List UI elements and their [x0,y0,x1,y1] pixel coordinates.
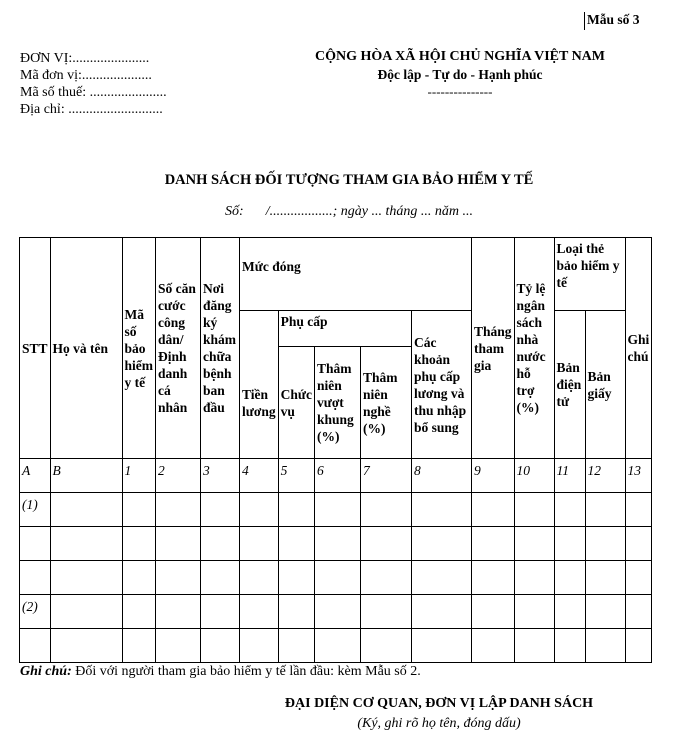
table-row [20,527,652,561]
header-seniority-beyond: Thâm niên vượt khung (%) [314,347,360,459]
address-line: Địa chỉ: ........................... [20,102,163,117]
header-card-electronic: Bản điện tử [554,311,585,459]
column-index: 11 [554,459,585,493]
form-number: Mẫu số 3 [587,12,640,27]
column-index: 10 [514,459,554,493]
header-allowance: Phụ cấp [278,311,411,347]
unit-line: ĐƠN VỊ:...................... [20,51,150,66]
column-index: 5 [278,459,314,493]
signature-instruction: (Ký, ghi rõ họ tên, đóng dấu) [357,716,521,731]
national-motto: Độc lập - Tự do - Hạnh phúc [377,67,543,82]
column-index: 9 [471,459,514,493]
table-row [20,493,652,527]
country-name: CỘNG HÒA XÃ HỘI CHỦ NGHĨA VIỆT NAM [314,49,605,64]
column-index: 13 [625,459,652,493]
table-row [20,561,652,595]
column-index: 7 [360,459,411,493]
header-card-type: Loại thẻ bảo hiểm y tế [554,238,625,311]
unit-info [20,50,167,118]
header-other-allowances: Các khoản phụ cấp lương và thu nhập bổ sung [411,311,471,459]
header-months: Tháng tham gia [471,238,514,459]
footnote [20,664,421,680]
column-index: 4 [240,459,279,493]
column-index: 2 [156,459,201,493]
header-state-budget-rate: Tỷ lệ ngân sách nhà nước hỗ trợ (%) [514,238,554,459]
table-row [20,595,652,629]
footnote-label: Ghi chú: [20,664,72,679]
table-row [20,629,652,663]
header-registration-place: Nơi đăng ký khám chữa bệnh ban đầu [201,238,240,459]
group-label: (2) [20,595,51,629]
header-insurance-code: Mã số bảo hiểm y tế [122,238,155,459]
column-index: 1 [122,459,155,493]
column-index: 3 [201,459,240,493]
document-title: DANH SÁCH ĐỐI TƯỢNG THAM GIA BẢO HIỂM Y TẾ [164,172,534,188]
document-number-value: /..................; ngày ... tháng ... năm ... [265,204,473,219]
column-index: 8 [411,459,471,493]
header-stt: STT [20,238,51,459]
unit-code-line: Mã đơn vị:.................... [20,68,152,83]
column-index: A [20,459,51,493]
header-separator: --------------- [427,84,493,99]
group-label: (1) [20,493,51,527]
header-notes: Ghi chú [625,238,652,459]
participants-table [19,237,652,663]
tax-code-line: Mã số thuế: ...................... [20,85,167,100]
column-index: B [50,459,122,493]
column-index-row [20,459,652,493]
header-contribution-level: Mức đóng [240,238,472,311]
header-position: Chức vụ [278,347,314,459]
document-number-label: Số: [225,204,244,219]
footnote-text: Đối với người tham gia bảo hiểm y tế lần đầu: kèm Mẫu số 2. [71,664,421,679]
national-header [300,48,620,100]
header-seniority-professional: Thâm niên nghề (%) [360,347,411,459]
document-number [0,204,698,220]
header-id-number: Số căn cước công dân/ Định danh cá nhân [156,238,201,459]
header-salary: Tiền lương [240,311,279,459]
signature-title: ĐẠI DIỆN CƠ QUAN, ĐƠN VỊ LẬP DANH SÁCH [284,696,594,711]
header-name: Họ và tên [50,238,122,459]
column-index: 12 [585,459,625,493]
column-index: 6 [314,459,360,493]
header-card-paper: Bản giấy [585,311,625,459]
